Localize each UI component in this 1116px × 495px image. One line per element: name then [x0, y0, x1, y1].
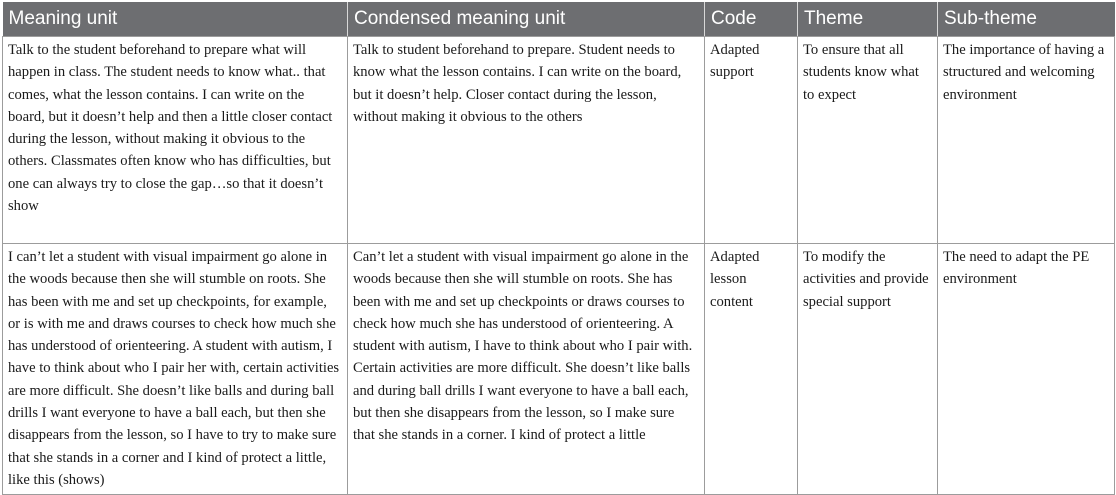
header-sub-theme: Sub-theme [938, 2, 1115, 37]
cell-theme: To modify the activities and provide special support [798, 244, 938, 495]
cell-meaning-unit: Talk to the student beforehand to prepare what will happen in class. The student needs to know what.. that comes, what the lesson contains. I can write on the board, but it doesn’t help and then a little closer contact during the lesson, without making it obvious to the others. Classmates often know who has difficulties, but one can always try to close the gap…so that it doesn’t show [3, 37, 348, 244]
cell-sub-theme: The importance of having a structured and welcoming environment [938, 37, 1115, 244]
table-body [3, 37, 1115, 495]
cell-code: Adapted lesson content [705, 244, 798, 495]
table-row [3, 244, 1115, 495]
header-condensed-meaning-unit: Condensed meaning unit [348, 2, 705, 37]
cell-sub-theme: The need to adapt the PE environment [938, 244, 1115, 495]
header-row [3, 2, 1115, 37]
qualitative-analysis-table [2, 2, 1115, 495]
cell-condensed-meaning-unit: Can’t let a student with visual impairment go alone in the woods because then she will stumble on roots. She has been with me and set up checkpoints or draws courses to check how much she has understood of orienteering. A student with autism, I have to think about who I pair with. Certain activities are more difficult. She doesn’t like balls and during ball drills I want everyone to have a ball each, but then she disappears from the lesson, so I make sure that she stands in a corner. I kind of protect a little [348, 244, 705, 495]
cell-code: Adapted support [705, 37, 798, 244]
cell-theme: To ensure that all students know what to expect [798, 37, 938, 244]
header-meaning-unit: Meaning unit [3, 2, 348, 37]
header-code: Code [705, 2, 798, 37]
table-row [3, 37, 1115, 244]
cell-meaning-unit: I can’t let a student with visual impairment go alone in the woods because then she will stumble on roots. She has been with me and set up checkpoints, for example, or is with me and draws courses to check how much she has understood of orienteering. A student with autism, I have to think about who I pair her with, certain activities are more difficult. She doesn’t like balls and during ball drills I want everyone to have a ball each, but then she disappears from the lesson, so I have to try to make sure that she stands in a corner and I kind of protect a little, like this (shows) [3, 244, 348, 495]
header-theme: Theme [798, 2, 938, 37]
cell-condensed-meaning-unit: Talk to student beforehand to prepare. Student needs to know what the lesson contains. I can write on the board, but it doesn’t help. Closer contact during the lesson, without making it obvious to the others [348, 37, 705, 244]
table-header [3, 2, 1115, 37]
